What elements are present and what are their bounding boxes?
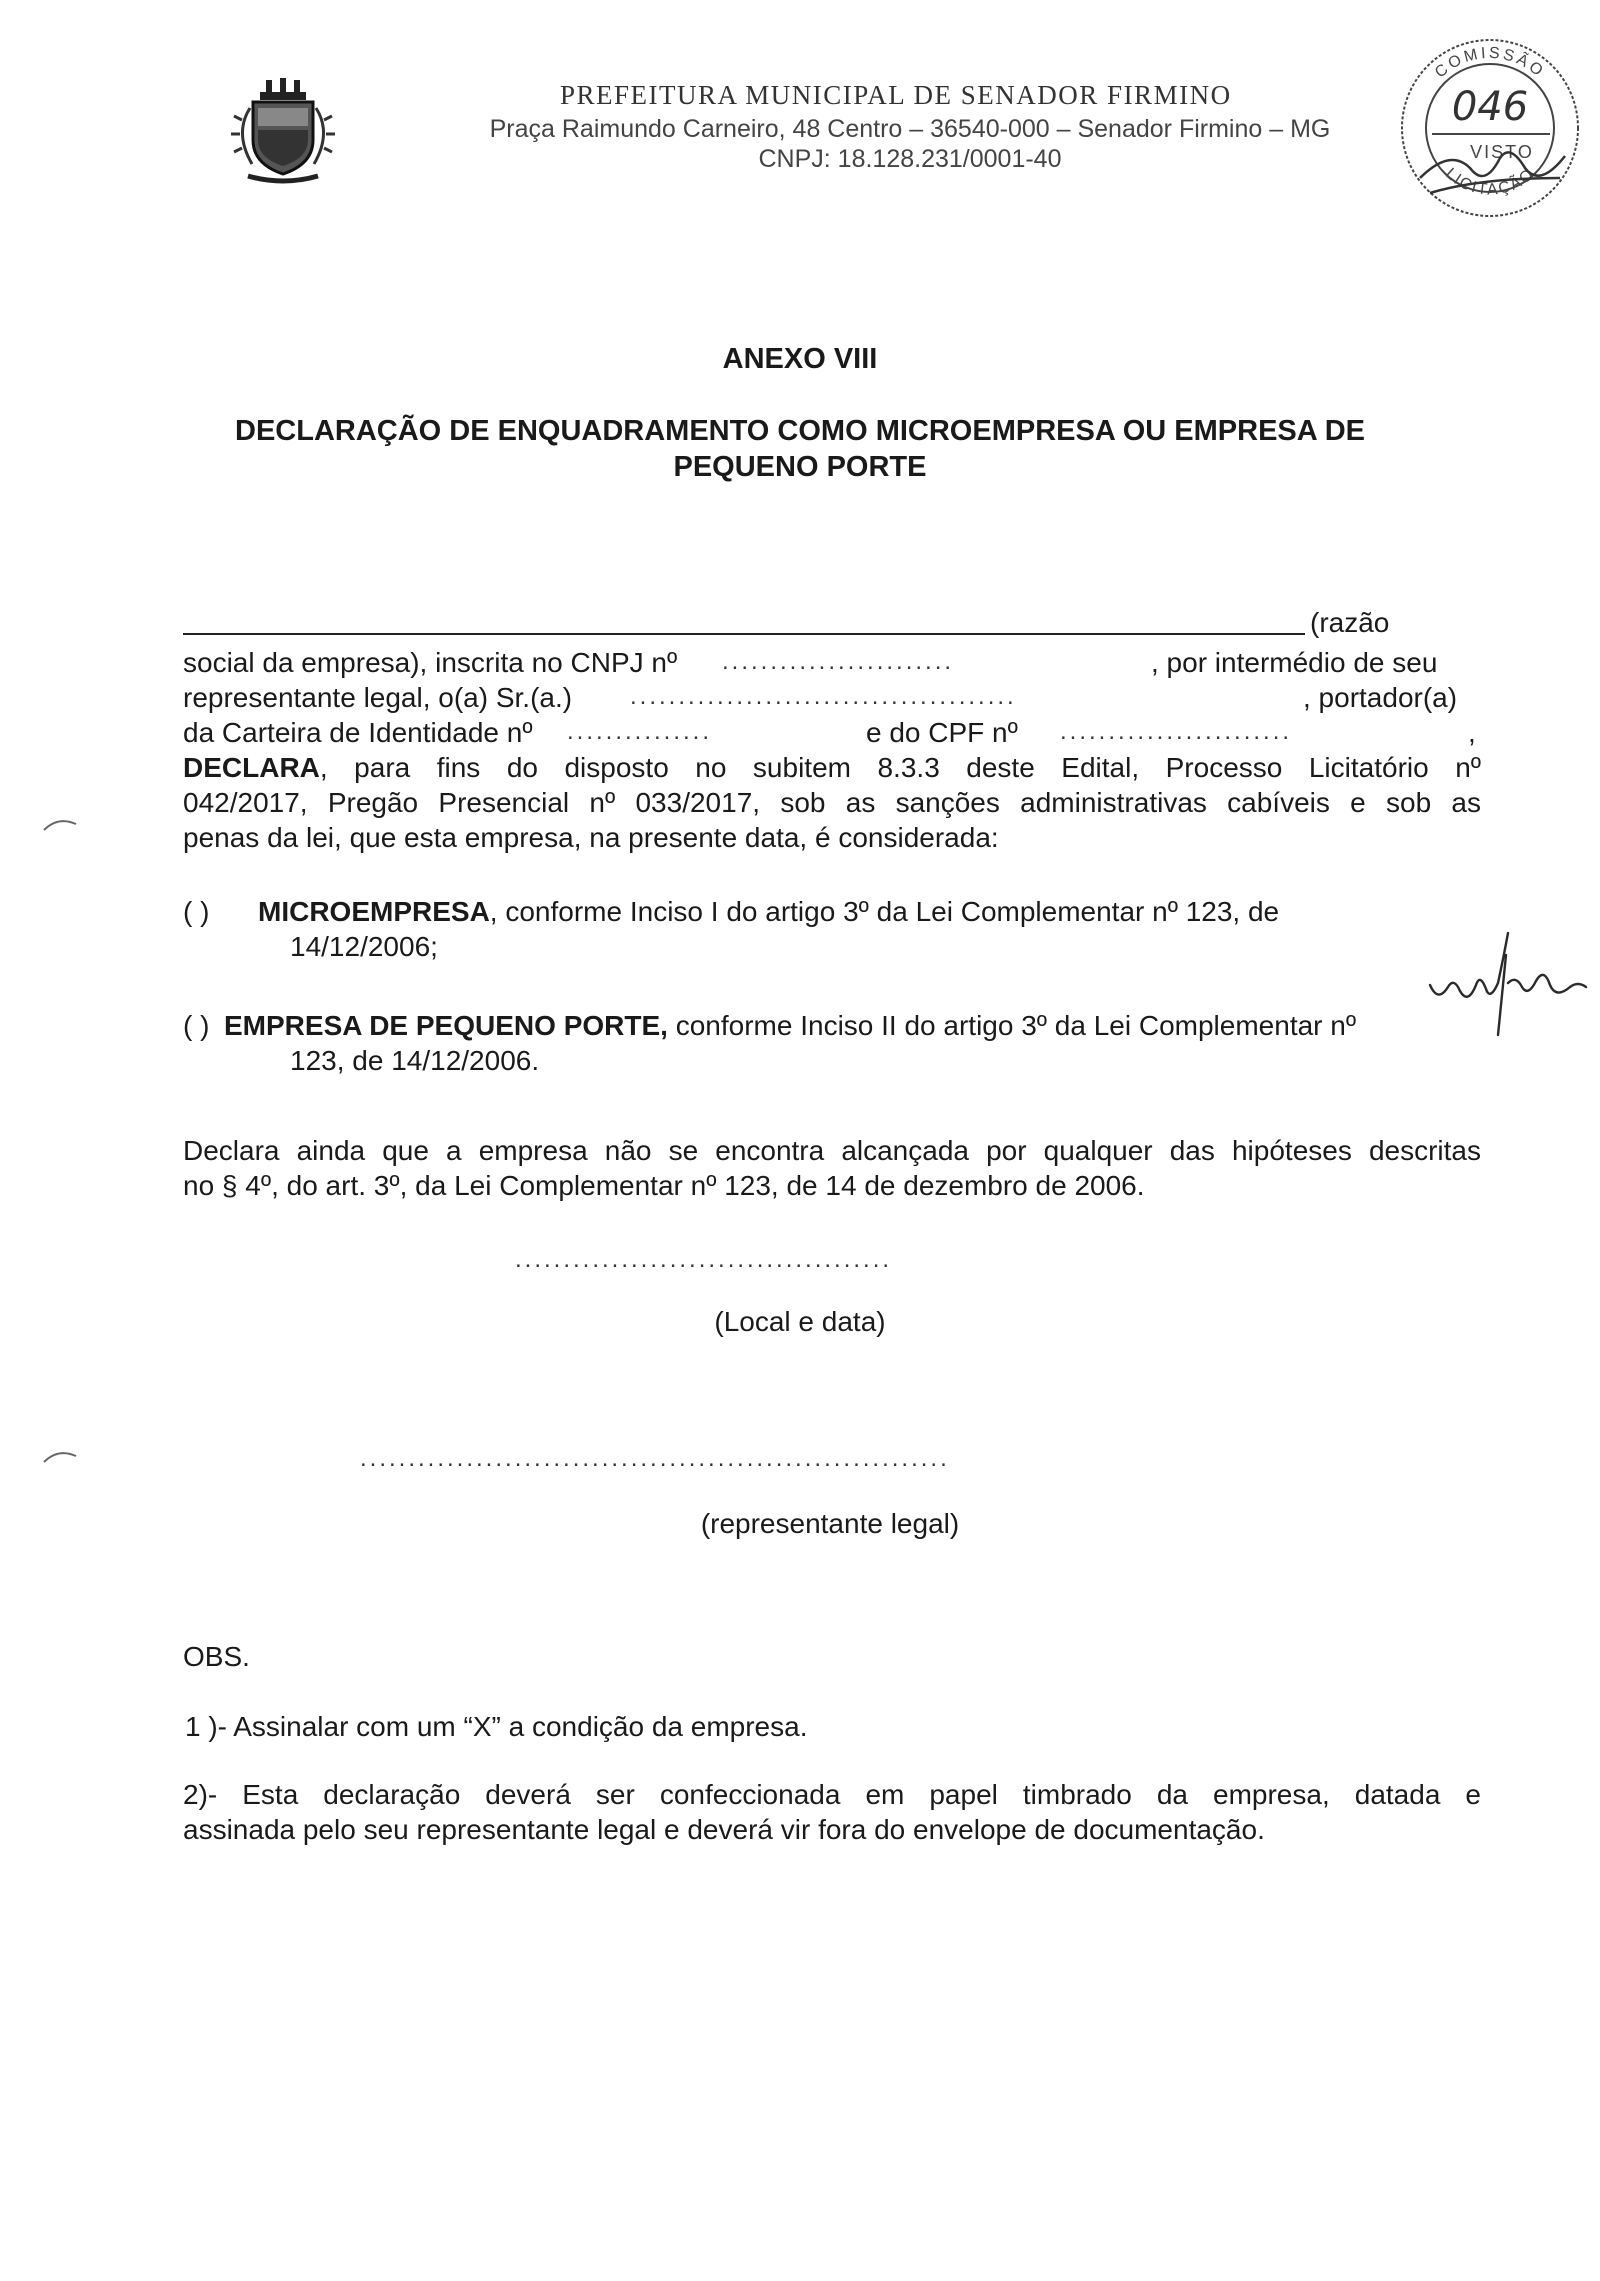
body-line3-cpf: e do CPF nº (866, 717, 1018, 748)
scan-mark (42, 814, 82, 834)
razao-label: (razão (1310, 607, 1390, 638)
option-microempresa-date: 14/12/2006; (290, 931, 438, 962)
body-line3-end: , (1468, 717, 1476, 748)
body-line6: penas da lei, que esta empresa, na presente data, é considerada: (183, 822, 999, 853)
option-epp-checkbox: ( ) (183, 1010, 210, 1041)
option-epp-label: EMPRESA DE PEQUENO PORTE, (224, 1010, 668, 1041)
header-title: PREFEITURA MUNICIPAL DE SENADOR FIRMINO (560, 80, 1232, 110)
scan-mark (42, 1446, 82, 1466)
stamp-number: 046 (1451, 84, 1529, 130)
stamp-ring-bottom: LICITAÇÃO (1441, 165, 1539, 199)
option-epp-date: 123, de 14/12/2006. (290, 1045, 540, 1076)
header-address: Praça Raimundo Carneiro, 48 Centro – 36540-000 – Senador Firmino – MG (489, 115, 1331, 143)
option-microempresa-label: MICROEMPRESA (258, 896, 490, 927)
option-epp (224, 1009, 1356, 1043)
stamp-ring-top: COMISSÃO (1431, 44, 1549, 82)
representative-dots: ........................................ (630, 683, 1017, 710)
body-line1-end: , por intermédio de seu (1151, 647, 1438, 678)
option-microempresa-text: , conforme Inciso I do artigo 3º da Lei Complementar nº 123, de (489, 896, 1280, 927)
option-epp-text: conforme Inciso II do artigo 3º da Lei Complementar nº (667, 1010, 1357, 1041)
body-line1-start: social da empresa), inscrita no CNPJ nº (183, 647, 678, 678)
declaration-title (200, 413, 1400, 485)
handwritten-initials-signature (1420, 925, 1590, 1045)
obs-item2-line1: 2)- Esta declaração deverá ser confeccionada em papel timbrado da empresa, datada e (183, 1779, 1481, 1810)
identity-dots: ............... (567, 718, 713, 745)
stamp-word: VISTO (1470, 142, 1534, 162)
local-date-label: (Local e data) (714, 1306, 886, 1337)
municipal-crest-icon (228, 78, 338, 188)
body-line5: 042/2017, Pregão Presencial nº 033/2017, sob as sanções administrativas cabíveis e sob as (183, 787, 1481, 818)
obs-item1: 1 )- Assinalar com um “X” a condição da empresa. (185, 1711, 808, 1742)
body-line4-text: , para fins do disposto no subitem 8.3.3 deste Edital, Processo Licitatório nº (319, 752, 1481, 783)
declaration-title-line1: DECLARAÇÃO DE ENQUADRAMENTO COMO MICROEMPRESA OU EMPRESA DE (235, 415, 1365, 447)
body-line4 (183, 751, 1481, 785)
representative-label: (representante legal) (700, 1508, 960, 1539)
option-microempresa-checkbox: ( ) (183, 896, 210, 927)
declara-keyword: DECLARA (183, 752, 320, 783)
cpf-dots: ........................ (1060, 718, 1293, 745)
obs-label: OBS. (183, 1641, 250, 1672)
local-date-dots: ....................................... (515, 1246, 893, 1273)
obs-item2-line2: assinada pelo seu representante legal e deverá vir fora do envelope de documentação. (183, 1814, 1265, 1845)
commission-stamp (1390, 28, 1590, 228)
further-line1: Declara ainda que a empresa não se encontra alcançada por qualquer das hipóteses descritas (183, 1135, 1481, 1166)
declaration-title-line2: PEQUENO PORTE (673, 451, 927, 483)
representative-signature-dots: ............................................................. (360, 1445, 950, 1472)
body-line3-start: da Carteira de Identidade nº (183, 717, 533, 748)
body-line2-end: , portador(a) (1303, 682, 1458, 713)
annex-title: ANEXO VIII (722, 343, 878, 375)
company-name-blank (183, 633, 1305, 635)
body-line2-start: representante legal, o(a) Sr.(a.) (183, 682, 573, 713)
cnpj-dots: ........................ (722, 648, 955, 675)
option-microempresa (258, 895, 1478, 929)
further-line2: no § 4º, do art. 3º, da Lei Complementar nº 123, de 14 de dezembro de 2006. (183, 1170, 1145, 1201)
header-cnpj: CNPJ: 18.128.231/0001-40 (758, 145, 1062, 173)
